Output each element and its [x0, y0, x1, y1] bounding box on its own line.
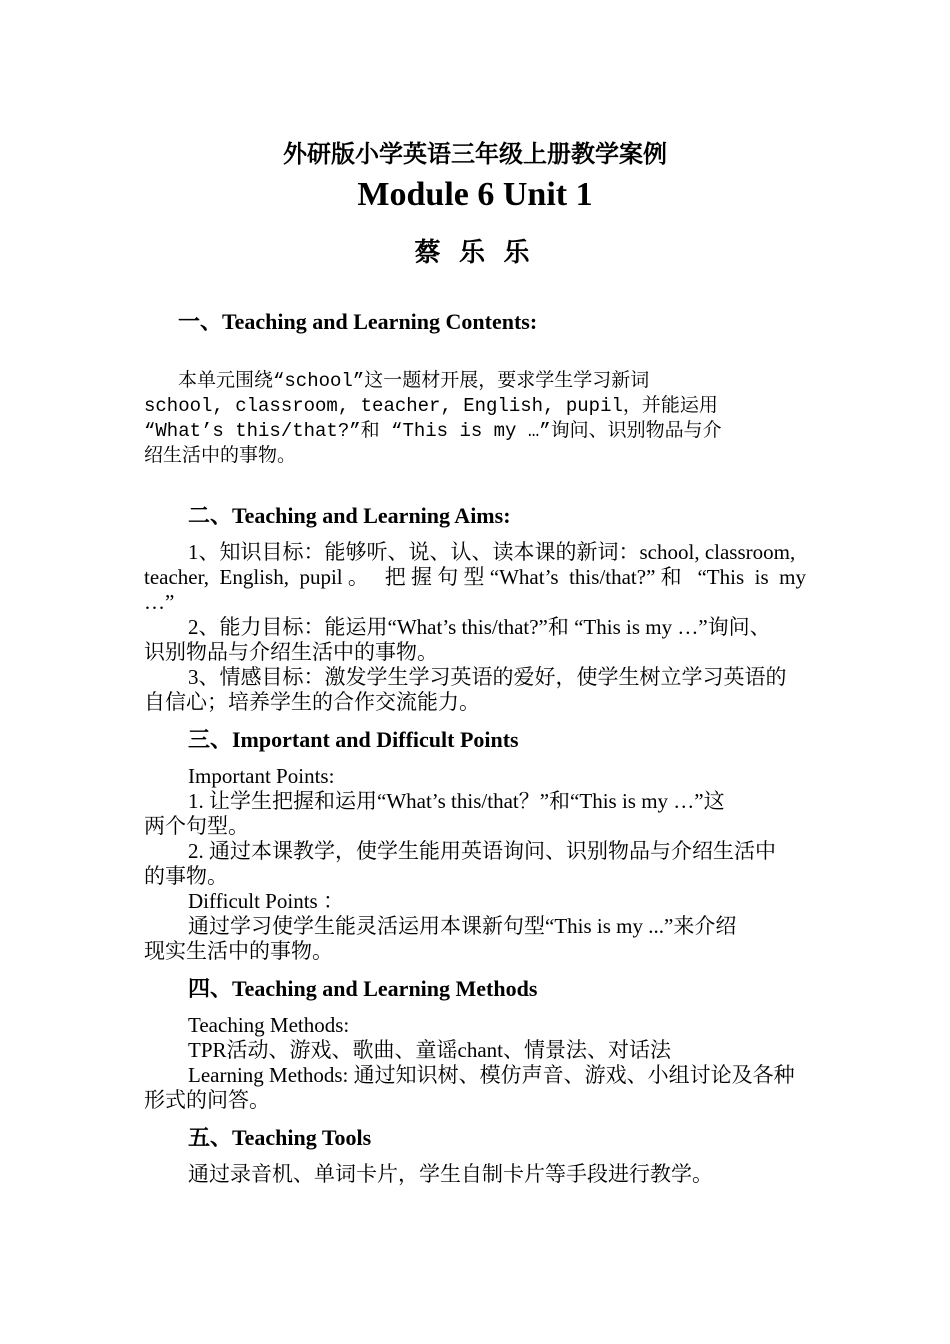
points-line: 通过学习使学生能灵活运用本课新句型“This is my ...”来介绍 [188, 914, 737, 938]
methods-line: Teaching Methods: [188, 1013, 350, 1037]
points-line: 2. 通过本课教学，使学生能用英语询问、识别物品与介绍生活中 [188, 839, 776, 863]
aims-line: 3、情感目标：激发学生学习英语的爱好，使学生树立学习英语的 [188, 665, 787, 689]
contents-line: school, classroom, teacher, English, pupil，并能运用 [144, 395, 718, 417]
aims-line: 识别物品与介绍生活中的事物。 [144, 640, 438, 664]
aims-line: teacher, English, pupil。 把握句型“What’s this/that?”和 “This is my [144, 565, 806, 589]
section-heading-aims: 二、Teaching and Learning Aims: [188, 503, 511, 528]
points-line: Important Points: [188, 764, 335, 788]
section-heading-points: 三、Important and Difficult Points [188, 727, 519, 752]
aims-line: 1、知识目标：能够听、说、认、读本课的新词：school, classroom, [188, 540, 796, 564]
contents-line: 本单元围绕“school”这一题材开展，要求学生学习新词 [178, 370, 650, 392]
aims-line: 2、能力目标：能运用“What’s this/that?”和 “This is my …”询问、 [188, 615, 771, 639]
points-line: 两个句型。 [144, 814, 249, 838]
author-name: 蔡 乐 乐 [414, 238, 536, 267]
aims-line: 自信心；培养学生的合作交流能力。 [144, 690, 480, 714]
points-line: 现实生活中的事物。 [144, 939, 333, 963]
methods-line: Learning Methods: 通过知识树、模仿声音、游戏、小组讨论及各种 [188, 1063, 795, 1087]
methods-line: 形式的问答。 [144, 1088, 270, 1112]
points-line: Difficult Points ： [188, 889, 344, 913]
section-heading-methods: 四、Teaching and Learning Methods [188, 976, 538, 1001]
points-line: 的事物。 [144, 864, 228, 888]
section-heading-tools: 五、Teaching Tools [188, 1125, 372, 1150]
document-title: 外研版小学英语三年级上册教学案例 [283, 142, 667, 168]
contents-line: “What’s this/that?”和 “This is my …”询问、识别物品与介 [144, 420, 722, 442]
contents-line: 绍生活中的事物。 [144, 445, 297, 467]
tools-line: 通过录音机、单词卡片，学生自制卡片等手段进行教学。 [188, 1162, 713, 1186]
module-title: Module 6 Unit 1 [357, 176, 593, 213]
methods-line: TPR活动、游戏、歌曲、童谣chant、情景法、对话法 [188, 1038, 671, 1062]
aims-line: …” [144, 590, 175, 614]
section-heading-contents: 一、Teaching and Learning Contents: [178, 309, 538, 334]
points-line: 1. 让学生把握和运用“What’s this/that？”和“This is my …”这 [188, 789, 725, 813]
